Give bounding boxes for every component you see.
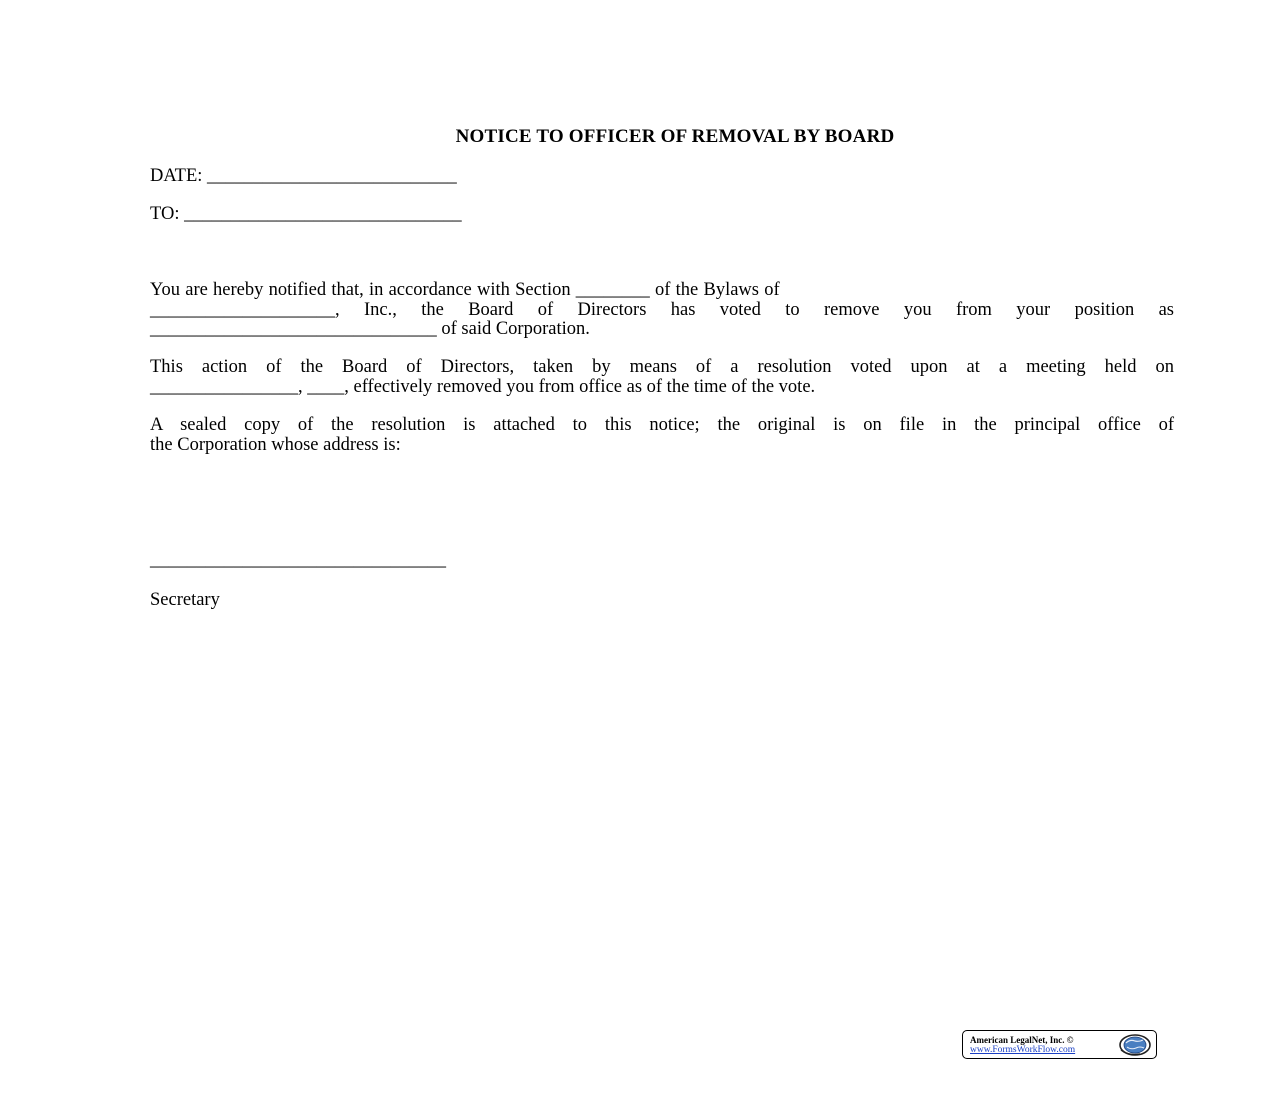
publisher-badge (962, 1030, 1157, 1059)
paragraph-3-line-1: A sealed copy of the resolution is attached to this notice; the original is on file in the principal office of (150, 415, 1174, 435)
paragraph-1-line-2: ____________________, Inc., the Board of Directors has voted to remove you from your position as (150, 299, 1174, 320)
globe-logo-icon (1118, 1033, 1152, 1057)
paragraph-2-line-1: This action of the Board of Directors, taken by means of a resolution voted upon at a meeting held on (150, 357, 1174, 377)
paragraph-2-line-2: ________________, ____, effectively removed you from office as of the time of the vote. (150, 376, 816, 397)
date-field-line: DATE: ___________________________ (150, 166, 457, 186)
publisher-name: American LegalNet, Inc. © (970, 1035, 1074, 1045)
document-title: NOTICE TO OFFICER OF REMOVAL BY BOARD (455, 126, 895, 147)
paragraph-3-line-2: the Corporation whose address is: (150, 434, 401, 455)
signature-line: ________________________________ (150, 550, 446, 570)
notice-paragraph-2 (150, 358, 1174, 397)
notice-paragraph-1 (150, 281, 1174, 340)
notice-paragraph-3 (150, 416, 1174, 455)
to-field-line: TO: ______________________________ (150, 204, 462, 224)
signature-title: Secretary (150, 590, 220, 610)
paragraph-1-line-3: _______________________________ of said Corporation. (150, 319, 590, 339)
publisher-link[interactable]: www.FormsWorkFlow.com (970, 1045, 1076, 1055)
paragraph-1-line-1: You are hereby notified that, in accordance with Section ________ of the Bylaws of (150, 280, 780, 300)
